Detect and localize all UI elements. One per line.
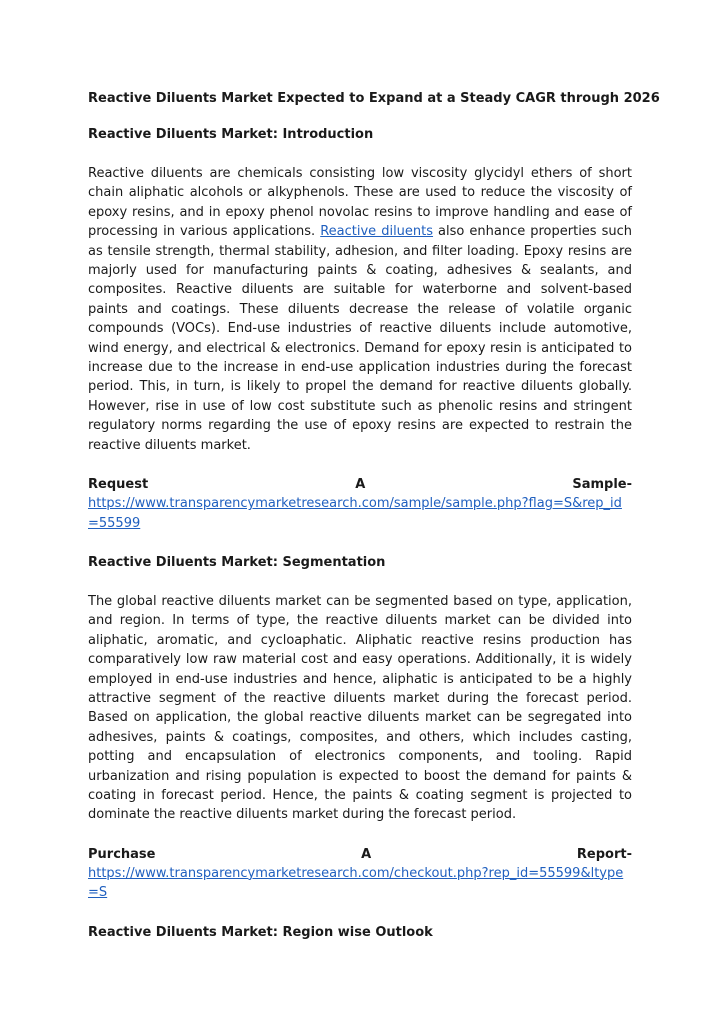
- purchase-report-line: [88, 845, 632, 864]
- region-heading: Reactive Diluents Market: Region wise Outlook: [88, 924, 433, 940]
- segmentation-heading: Reactive Diluents Market: Segmentation: [88, 554, 386, 570]
- intro-text-before-link: Reactive diluents are chemicals consisting low viscosity glycidyl ethers of short chain aliphatic alcohols or alkyphenols. These are used to reduce the viscosity of epoxy resins, and in epoxy phenol novolac resins to improve handling and ease of processing in various applications.: [88, 166, 632, 240]
- a-word: A: [361, 846, 372, 862]
- intro-text-after-link: also enhance properties such as tensile strength, thermal stability, adhesion, and filter loading. Epoxy resins are majorly used for manufacturing paints & coating, adhesives & sealants, and composites. Reactive diluents are suitable for waterborne and solvent-based paints and coatings. These diluents decrease the release of volatile organic compounds (VOCs). End-use industries of reactive diluents include automotive, wind energy, and electrical & electronics. Demand for epoxy resin is anticipated to increase due to the increase in end-use application industries during the forecast period. This, in turn, is likely to propel the demand for reactive diluents globally. However, rise in use of low cost substitute such as phenolic resins and stringent regulatory norms regarding the use of epoxy resins are expected to restrain the reactive diluents market.: [88, 224, 633, 453]
- purchase-word: Purchase: [88, 846, 156, 862]
- purchase-url-link[interactable]: https://www.transparencymarketresearch.com/checkout.php?rep_id=55599&ltype=S: [88, 865, 624, 901]
- sample-url-link[interactable]: https://www.transparencymarketresearch.com/sample/sample.php?flag=S&rep_id=55599: [88, 496, 622, 531]
- segmentation-paragraph: The global reactive diluents market can be segmented based on type, application, and region. In terms of type, the reactive diluents market can be divided into aliphatic, aromatic, and cycloaphatic. Aliphatic reactive resins production has comparatively low raw material cost and easy operations. Additionally, it is widely employed in end-use industries and hence, aliphatic is anticipated to be a highly attractive segment of the reactive diluents market during the forecast period. Based on application, the global reactive diluents market can be segregated into adhesives, paints & coatings, composites, and others, which includes casting, potting and encapsulation of electronics components, and tooling. Rapid urbanization and rising population is expected to boost the demand for paints & coating in forecast period. Hence, the paints & coating segment is projected to dominate the reactive diluents market during the forecast period.: [88, 593, 632, 823]
- intro-heading: Reactive Diluents Market: Introduction: [88, 127, 374, 142]
- report-word: Report-: [576, 846, 632, 862]
- a-word: A: [355, 477, 366, 493]
- request-word: Request: [88, 477, 149, 493]
- reactive-diluents-link[interactable]: Reactive diluents: [320, 224, 434, 240]
- sample-word: Sample-: [572, 477, 632, 493]
- document-title: Reactive Diluents Market Expected to Expand at a Steady CAGR through 2026: [88, 91, 660, 106]
- request-sample-line: [88, 475, 632, 494]
- intro-paragraph: [88, 164, 632, 455]
